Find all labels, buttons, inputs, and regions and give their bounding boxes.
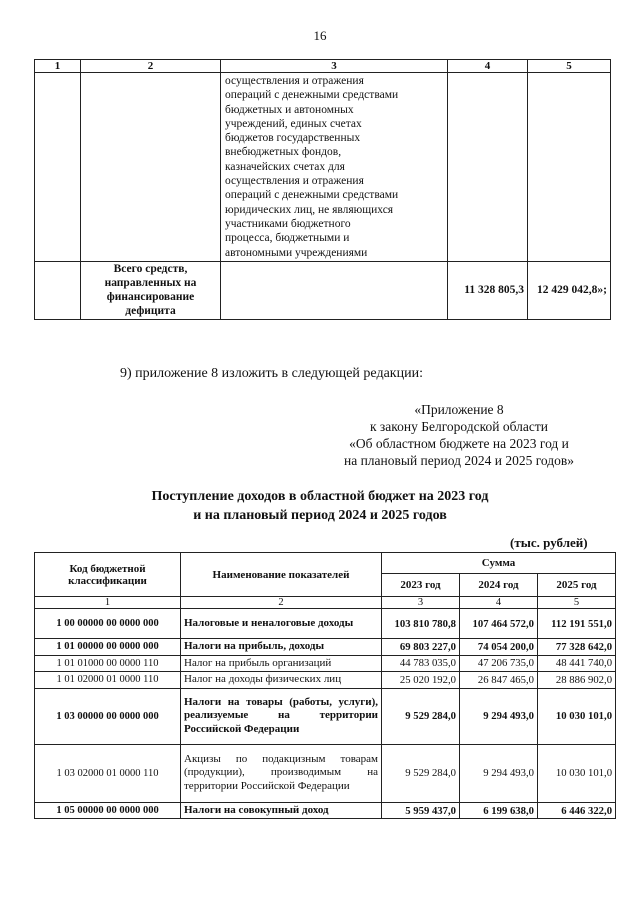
row-name: Налоги на совокупный доход [181, 802, 382, 819]
description-line: участниками бюджетного [225, 217, 351, 230]
column-number-row [35, 60, 611, 73]
total-value-2023: 11 328 805,3 [448, 261, 528, 319]
title-line: и на плановый период 2024 и 2025 годов [193, 508, 447, 523]
total-label-line: дефицита [125, 305, 176, 318]
row-name: Налоговые и неналоговые доходы [181, 609, 382, 639]
total-label-line: Всего средств, [113, 263, 188, 276]
row-value-2023: 9 529 284,0 [382, 744, 460, 802]
description-line: юридических лиц, не являющихся [225, 203, 394, 216]
description-line: автономными учреждениями [225, 246, 368, 259]
row-code: 1 01 01000 00 0000 110 [35, 655, 181, 672]
header-name: Наименование показателей [181, 553, 382, 597]
row-name: Налог на прибыль организаций [181, 655, 382, 672]
row-value-2025: 10 030 101,0 [538, 688, 616, 744]
row-value-2024: 9 294 493,0 [460, 688, 538, 744]
total-row [35, 261, 611, 319]
column-number: 2 [181, 597, 382, 609]
table-row [35, 688, 616, 744]
header-code: Код бюджетной классификации [35, 553, 181, 597]
revenue-table [34, 552, 616, 819]
empty-cell [81, 73, 221, 262]
row-value-2024: 47 206 735,0 [460, 655, 538, 672]
empty-cell [35, 73, 81, 262]
table-row [35, 639, 616, 656]
row-value-2024: 9 294 493,0 [460, 744, 538, 802]
title-line: Поступление доходов в областной бюджет на 2023 год [151, 489, 489, 504]
row-value-2025: 28 886 902,0 [538, 672, 616, 689]
header-year-2024: 2024 год [460, 574, 538, 597]
sources-financing-table-continuation [34, 59, 611, 320]
annex-header-line: «Об областном бюджете на 2023 год и [349, 436, 569, 451]
row-value-2025: 10 030 101,0 [538, 744, 616, 802]
row-code: 1 00 00000 00 0000 000 [35, 609, 181, 639]
header-sum: Сумма [382, 553, 616, 574]
continuation-description [221, 73, 448, 262]
row-name: Акцизы по подакцизным товарам (продукции), производимым на территории Российской Федерации [181, 744, 382, 802]
description-line: процесса, бюджетными и [225, 232, 350, 245]
column-number: 2 [81, 60, 221, 73]
document-title [0, 487, 640, 525]
row-value-2025: 77 328 642,0 [538, 639, 616, 656]
description-line: казначейских счетах для [225, 160, 345, 173]
column-number: 3 [221, 60, 448, 73]
row-code: 1 01 02000 01 0000 110 [35, 672, 181, 689]
column-number: 1 [35, 597, 181, 609]
row-value-2024: 26 847 465,0 [460, 672, 538, 689]
table-row [35, 802, 616, 819]
row-value-2023: 44 783 035,0 [382, 655, 460, 672]
header-year-2025: 2025 год [538, 574, 616, 597]
row-value-2025: 48 441 740,0 [538, 655, 616, 672]
description-line: осуществления и отражения [225, 75, 364, 87]
column-number-row [35, 597, 616, 609]
row-value-2024: 74 054 200,0 [460, 639, 538, 656]
row-value-2024: 6 199 638,0 [460, 802, 538, 819]
table-row [35, 744, 616, 802]
description-line: бюджетов государственных [225, 132, 361, 145]
column-number: 5 [538, 597, 616, 609]
continuation-row [35, 73, 611, 262]
row-name: Налоги на прибыль, доходы [181, 639, 382, 656]
empty-cell [528, 73, 611, 262]
table-row [35, 672, 616, 689]
empty-cell [35, 261, 81, 319]
row-value-2025: 112 191 551,0 [538, 609, 616, 639]
description-line: бюджетных и автономных [225, 103, 354, 116]
header-row [35, 553, 616, 574]
empty-cell [448, 73, 528, 262]
annex-header-line: «Приложение 8 [414, 402, 504, 417]
row-code: 1 05 00000 00 0000 000 [35, 802, 181, 819]
row-name: Налоги на товары (работы, услуги), реализуемые на территории Российской Федерации [181, 688, 382, 744]
empty-cell [221, 261, 448, 319]
description-line: осуществления и отражения [225, 175, 364, 188]
column-number: 4 [448, 60, 528, 73]
row-code: 1 03 00000 00 0000 000 [35, 688, 181, 744]
header-year-2023: 2023 год [382, 574, 460, 597]
column-number: 5 [528, 60, 611, 73]
total-label-line: финансирование [106, 291, 195, 304]
table-row [35, 655, 616, 672]
row-name: Налог на доходы физических лиц [181, 672, 382, 689]
total-label [81, 261, 221, 319]
description-line: операций с денежными средствами [225, 89, 399, 102]
row-value-2023: 25 020 192,0 [382, 672, 460, 689]
column-number: 4 [460, 597, 538, 609]
row-value-2023: 69 803 227,0 [382, 639, 460, 656]
total-value-2024: 12 429 042,8»; [528, 261, 611, 319]
row-value-2023: 103 810 780,8 [382, 609, 460, 639]
row-value-2024: 107 464 572,0 [460, 609, 538, 639]
row-code: 1 03 02000 01 0000 110 [35, 744, 181, 802]
annex-header-line: на плановый период 2024 и 2025 годов» [343, 453, 574, 468]
row-value-2025: 6 446 322,0 [538, 802, 616, 819]
annex-header-line: к закону Белгородской области [370, 419, 548, 434]
column-number: 3 [382, 597, 460, 609]
row-code: 1 01 00000 00 0000 000 [35, 639, 181, 656]
description-line: учреждений, единых счетах [225, 117, 362, 130]
annex-header [320, 401, 598, 469]
description-line: внебюджетных фондов, [225, 146, 342, 159]
total-label-line: направленных на [104, 277, 197, 290]
column-number: 1 [35, 60, 81, 73]
row-value-2023: 5 959 437,0 [382, 802, 460, 819]
table-row [35, 609, 616, 639]
amendment-paragraph: 9) приложение 8 изложить в следующей редакции: [120, 366, 423, 381]
description-line: операций с денежными средствами [225, 189, 399, 202]
unit-label: (тыс. рублей) [510, 535, 588, 550]
page-number: 16 [313, 28, 327, 43]
row-value-2023: 9 529 284,0 [382, 688, 460, 744]
